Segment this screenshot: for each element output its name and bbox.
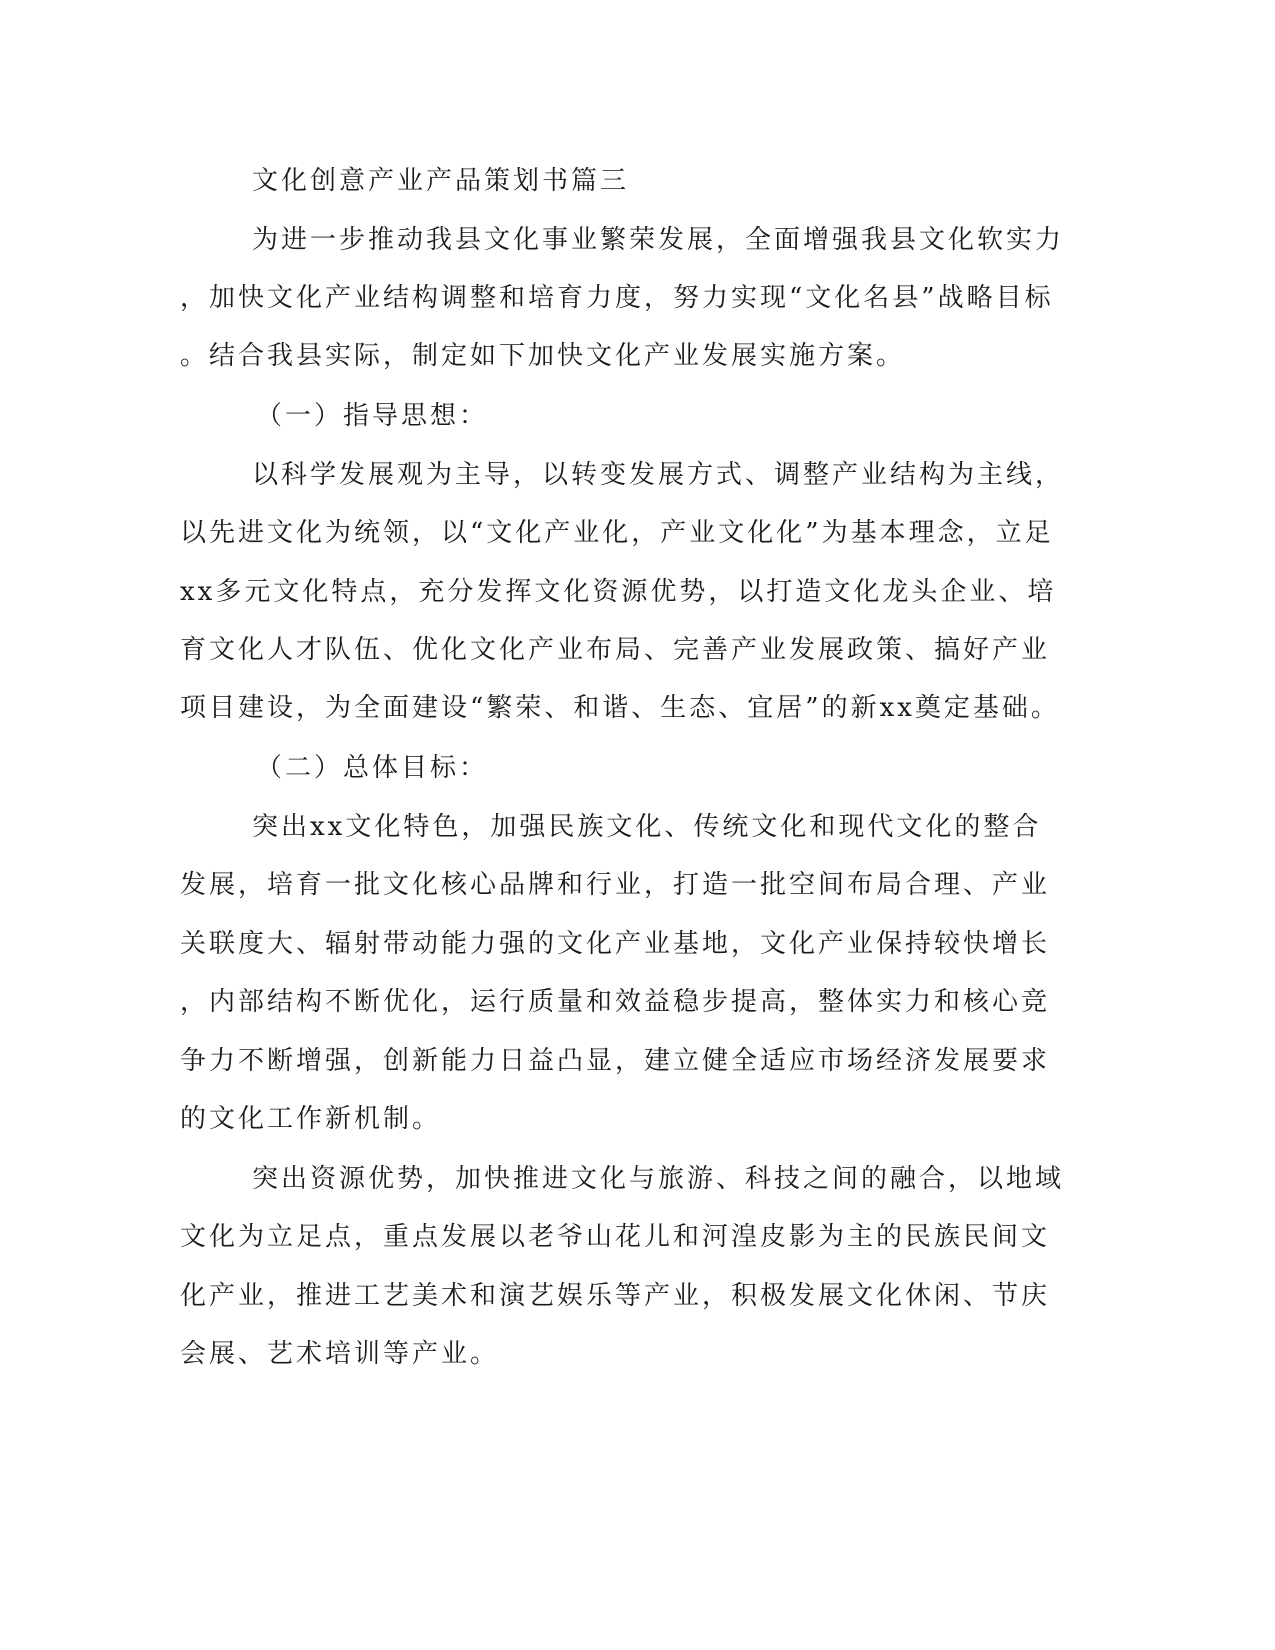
paragraph-3-line-5: 争力不断增强，创新能力日益凸显，建立健全适应市场经济发展要求	[180, 1046, 1051, 1076]
paragraph-1-line-1: 为进一步推动我县文化事业繁荣发展，全面增强我县文化软实力	[252, 225, 1065, 255]
document-title: 文化创意产业产品策划书篇三	[252, 166, 630, 196]
paragraph-3-line-3: 关联度大、辐射带动能力强的文化产业基地，文化产业保持较快增长	[180, 929, 1051, 959]
paragraph-3-line-6: 的文化工作新机制。	[180, 1104, 442, 1134]
paragraph-4-line-2: 文化为立足点，重点发展以老爷山花儿和河湟皮影为主的民族民间文	[180, 1222, 1051, 1252]
paragraph-4-line-4: 会展、艺术培训等产业。	[180, 1339, 500, 1369]
paragraph-1-line-2: ，加快文化产业结构调整和培育力度，努力实现“文化名县”战略目标	[180, 283, 1054, 313]
paragraph-3-line-2: 发展，培育一批文化核心品牌和行业，打造一批空间布局合理、产业	[180, 870, 1051, 900]
paragraph-4-line-1: 突出资源优势，加快推进文化与旅游、科技之间的融合，以地域	[252, 1164, 1065, 1194]
paragraph-3-line-1: 突出xx文化特色，加强民族文化、传统文化和现代文化的整合	[252, 812, 1042, 842]
paragraph-4-line-3: 化产业，推进工艺美术和演艺娱乐等产业，积极发展文化休闲、节庆	[180, 1281, 1051, 1311]
paragraph-3-line-4: ，内部结构不断优化，运行质量和效益稳步提高，整体实力和核心竞	[180, 987, 1051, 1017]
paragraph-1-line-3: 。结合我县实际，制定如下加快文化产业发展实施方案。	[180, 341, 906, 371]
paragraph-2-line-3: xx多元文化特点，充分发挥文化资源优势，以打造文化龙头企业、培	[180, 577, 1057, 607]
paragraph-2-line-5: 项目建设，为全面建设“繁荣、和谐、生态、宜居”的新xx奠定基础。	[180, 693, 1060, 723]
section-heading-guiding-thought: （一）指导思想：	[256, 401, 489, 431]
paragraph-2-line-1: 以科学发展观为主导，以转变发展方式、调整产业结构为主线，	[252, 460, 1065, 490]
paragraph-2-line-4: 育文化人才队伍、优化文化产业布局、完善产业发展政策、搞好产业	[180, 635, 1051, 665]
paragraph-2-line-2: 以先进文化为统领，以“文化产业化，产业文化化”为基本理念，立足	[180, 518, 1054, 548]
section-heading-overall-goal: （二）总体目标：	[256, 753, 489, 783]
